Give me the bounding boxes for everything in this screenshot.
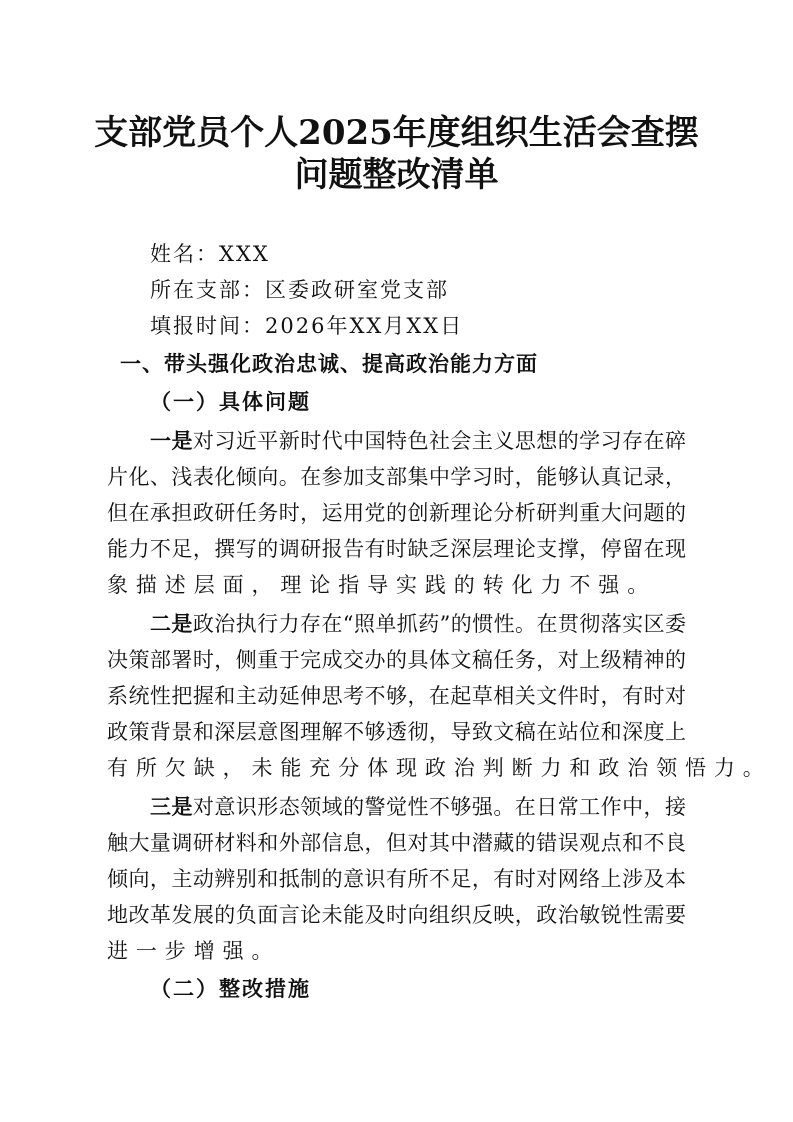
problem-paragraph (107, 423, 686, 603)
subheading-measures: （二）整改措施 (150, 976, 311, 1001)
date-field: 填报时间：2026年XX月XX日 (150, 314, 464, 338)
line-text: 但在承担政研任务时，运用党的创新理论分析研判重大问题的 (107, 501, 686, 525)
paragraph-line (107, 459, 686, 495)
paragraph-lead: 二是 (150, 612, 193, 636)
paragraph-line (107, 714, 686, 750)
title-line-1: 支部党员个人2025年度组织生活会查摆 (94, 113, 699, 153)
line-text: 有所欠缺，未能充分体现政治判断力和政治领悟力。 (107, 756, 772, 780)
paragraph-line (107, 531, 686, 567)
document-title (0, 112, 793, 196)
line-text: 象描述层面，理论指导实践的转化力不强。 (107, 573, 657, 597)
line-text: 片化、浅表化倾向。在参加支部集中学习时，能够认真记录， (107, 465, 686, 489)
paragraph-line (107, 423, 686, 459)
line-text: 决策部署时，侧重于完成交办的具体文稿任务，对上级精神的 (107, 648, 686, 672)
paragraph-line (107, 933, 686, 969)
line-text: 触大量调研材料和外部信息，但对其中潜藏的错误观点和不良 (107, 831, 686, 855)
line-text: 政策背景和深层意图理解不够透彻，导致文稿在站位和深度上 (107, 720, 686, 744)
name-field: 姓名：XXX (150, 242, 270, 266)
paragraph-lead: 一是 (150, 429, 193, 453)
problem-paragraph (107, 606, 772, 786)
subheading-problems: （一）具体问题 (150, 389, 311, 414)
document-body (107, 236, 772, 1007)
problem-paragraphs (107, 423, 772, 969)
line-text: 系统性把握和主动延伸思考不够，在起草相关文件时，有时对 (107, 684, 686, 708)
section-heading: 一、带头强化政治忠诚、提高政治能力方面 (120, 352, 538, 376)
paragraph-line (107, 642, 686, 678)
line-text: 对意识形态领域的警觉性不够强。在日常工作中，接 (192, 795, 686, 819)
paragraph-lead: 三是 (150, 795, 193, 819)
line-text: 地改革发展的负面言论未能及时向组织反映，政治敏锐性需要 (107, 903, 686, 927)
paragraph-line (107, 825, 686, 861)
line-text: 倾向，主动辨别和抵制的意识有所不足，有时对网络上涉及本 (107, 867, 686, 891)
problem-paragraph (107, 789, 686, 969)
paragraph-line (107, 750, 772, 786)
paragraph-line (107, 678, 686, 714)
paragraph-line (107, 789, 686, 825)
paragraph-line (107, 861, 686, 897)
line-text: 进一步增强。 (107, 939, 281, 963)
line-text: 对习近平新时代中国特色社会主义思想的学习存在碎 (192, 429, 686, 453)
paragraph-line (107, 897, 686, 933)
paragraph-line (107, 495, 686, 531)
line-text: 能力不足，撰写的调研报告有时缺乏深层理论支撑，停留在现 (107, 537, 686, 561)
title-line-2: 问题整改清单 (294, 155, 499, 195)
branch-field: 所在支部：区委政研室党支部 (150, 278, 449, 302)
paragraph-line (107, 606, 686, 642)
paragraph-line (107, 567, 686, 603)
line-text: 政治执行力存在“照单抓药”的惯性。在贯彻落实区委 (192, 612, 686, 636)
